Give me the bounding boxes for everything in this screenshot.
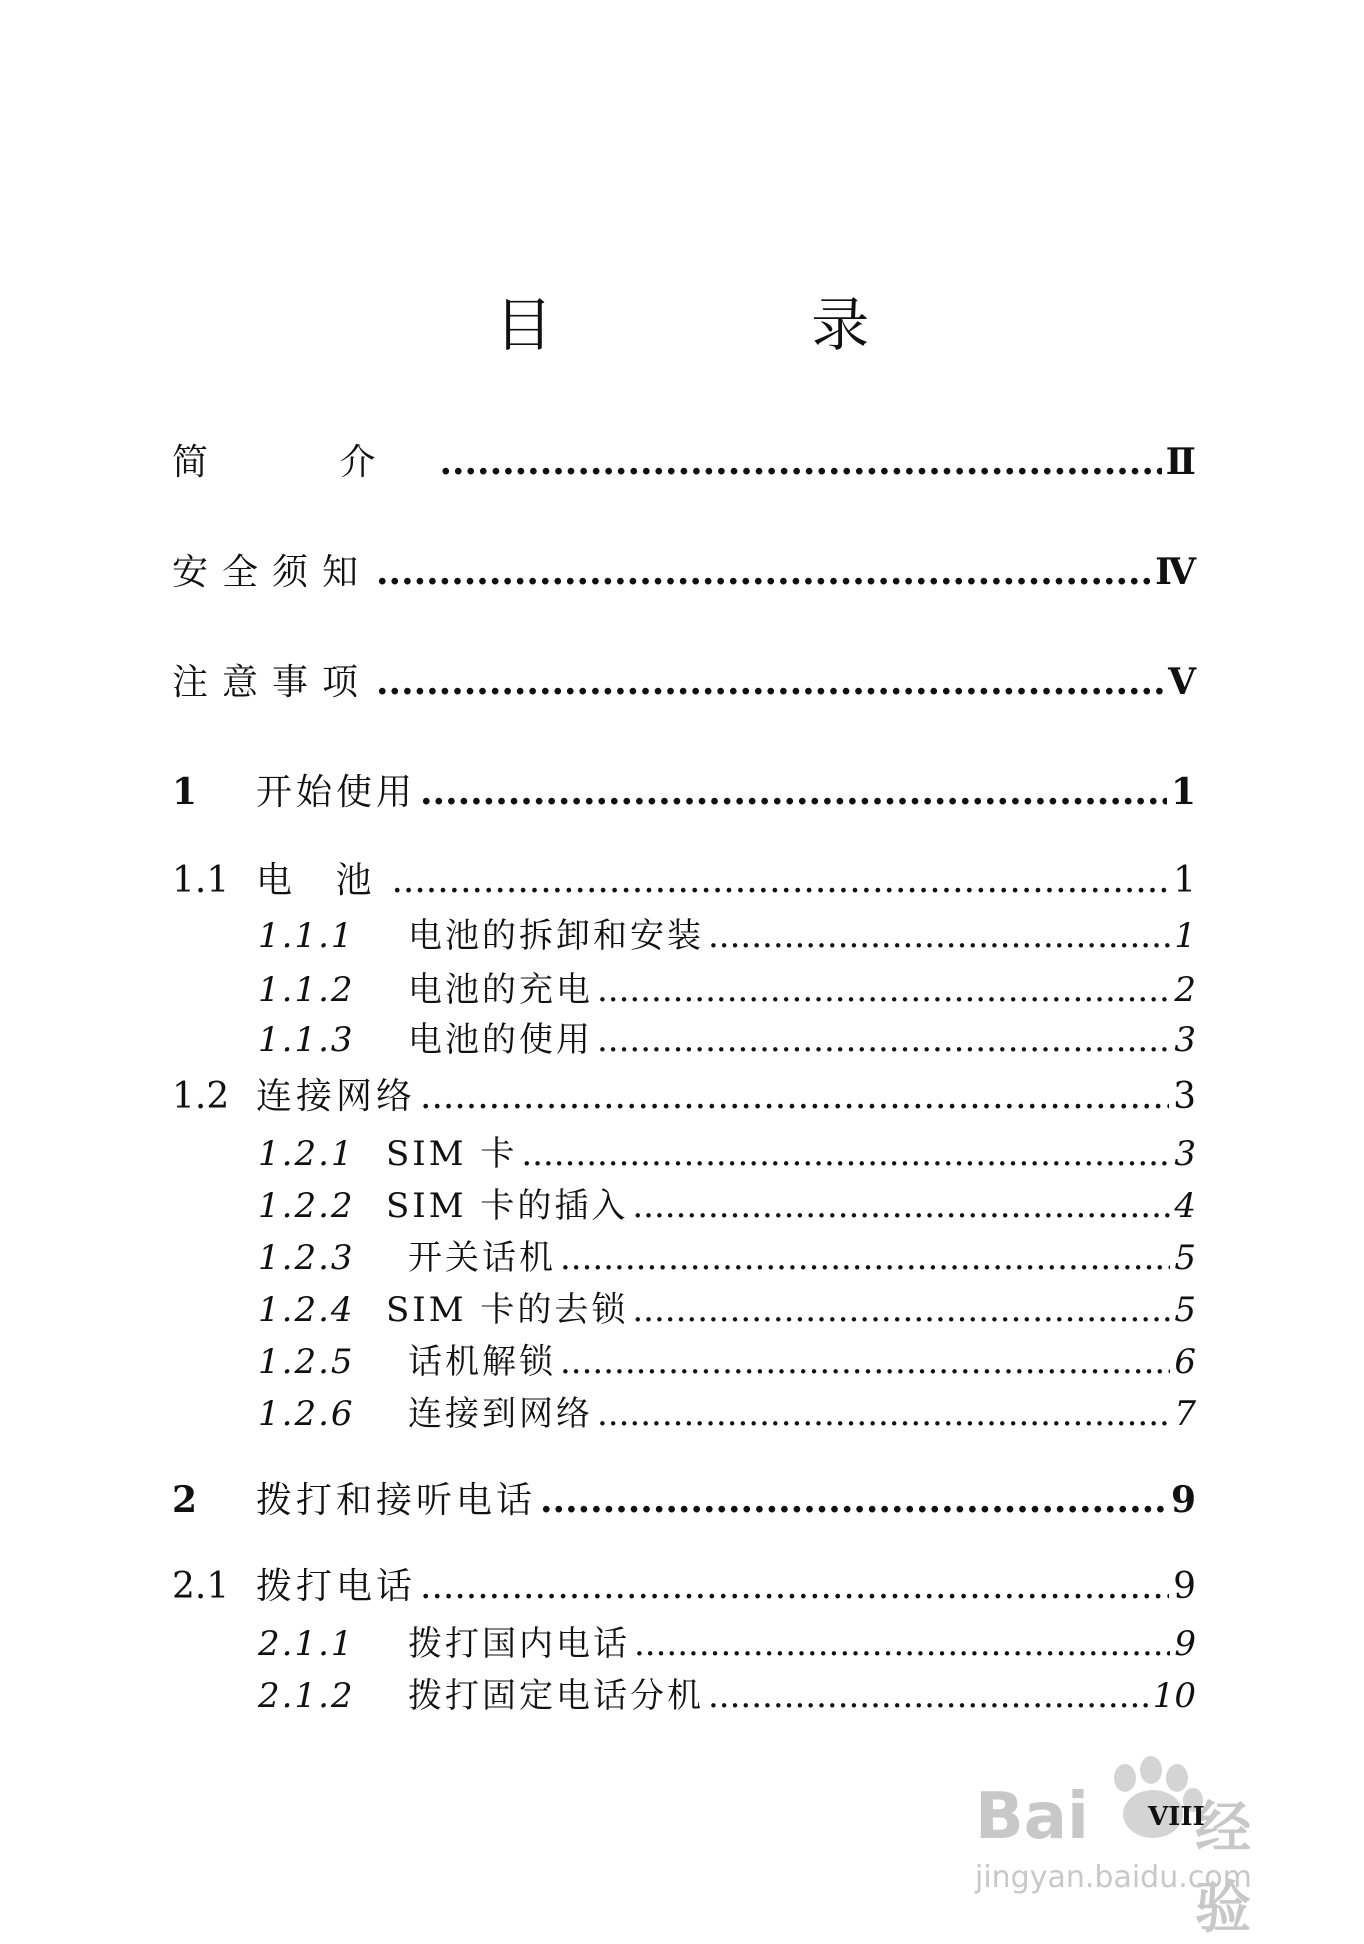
toc-entry-number: 1.1.1 bbox=[258, 916, 355, 956]
toc-entry-label: SIM 卡的插入 bbox=[386, 1186, 629, 1226]
toc-entry-chapter-2[interactable] bbox=[172, 1472, 1196, 1523]
toc-dot-leader bbox=[597, 970, 1170, 1010]
toc-entry-label: 拨打固定电话分机 bbox=[408, 1676, 704, 1716]
toc-dot-leader bbox=[708, 1676, 1149, 1716]
toc-dot-leader bbox=[708, 916, 1170, 956]
toc-entry-label: 电池的使用 bbox=[408, 1020, 593, 1060]
toc-entry-page: 9 bbox=[1173, 1566, 1196, 1607]
toc-entry-number: 1.2 bbox=[172, 1076, 230, 1117]
toc-entry-label: 电 池 bbox=[256, 860, 388, 901]
toc-entry-page: 9 bbox=[1170, 1479, 1196, 1521]
toc-entry-section-2-1[interactable] bbox=[172, 1558, 1196, 1609]
toc-entry-page: 1 bbox=[1173, 860, 1196, 901]
toc-dot-leader bbox=[521, 1134, 1170, 1174]
watermark-brand: Bai bbox=[975, 1780, 1089, 1854]
toc-entry-page: Ⅳ bbox=[1155, 551, 1196, 593]
toc-entry-page: 1 bbox=[1170, 771, 1196, 813]
toc-entry-number: 1.2.5 bbox=[258, 1342, 355, 1382]
toc-entry-label: 注意事项 bbox=[172, 662, 373, 703]
toc-entry-label: 安全须知 bbox=[172, 552, 373, 593]
toc-dot-leader bbox=[560, 1342, 1170, 1382]
toc-entry-page: 1 bbox=[1174, 916, 1196, 956]
watermark-suffix: 经验 bbox=[1195, 1796, 1251, 1941]
toc-entry-label: SIM 卡 bbox=[386, 1134, 518, 1174]
toc-entry-page: 5 bbox=[1174, 1290, 1196, 1330]
toc-entry-page: 3 bbox=[1174, 1134, 1196, 1174]
toc-entry-label: 简 介 bbox=[172, 442, 436, 483]
toc-entry-number: 2.1.2 bbox=[258, 1676, 355, 1716]
toc-entry-chapter-1[interactable] bbox=[172, 764, 1196, 815]
page-number: VIII bbox=[1148, 1802, 1205, 1832]
toc-entry-number: 1.2.4 bbox=[258, 1290, 355, 1330]
toc-entry-label: 电池的充电 bbox=[408, 970, 593, 1010]
toc-entry-number: 1.2.1 bbox=[258, 1134, 355, 1174]
baidu-jingyan-watermark bbox=[975, 1748, 1305, 1941]
toc-dot-leader bbox=[632, 1186, 1170, 1226]
toc-dot-leader bbox=[376, 551, 1151, 593]
toc-dot-leader bbox=[634, 1624, 1170, 1664]
toc-entry-label: 开关话机 bbox=[408, 1238, 556, 1278]
toc-entry-page: 7 bbox=[1174, 1394, 1196, 1434]
toc-entry-notes[interactable] bbox=[172, 654, 1196, 705]
toc-dot-leader bbox=[420, 771, 1167, 813]
toc-entry-1-1-2[interactable] bbox=[258, 962, 1196, 1011]
toc-dot-leader bbox=[439, 441, 1161, 483]
toc-entry-number: 1.1.2 bbox=[258, 970, 355, 1010]
toc-entry-safety[interactable] bbox=[172, 544, 1196, 595]
toc-entry-label: 拨打国内电话 bbox=[408, 1624, 630, 1664]
toc-entry-number: 2 bbox=[172, 1479, 198, 1521]
toc-entry-label: SIM 卡的去锁 bbox=[386, 1290, 629, 1330]
toc-entry-1-2-1[interactable] bbox=[258, 1126, 1196, 1175]
page-title: 目 录 bbox=[494, 291, 990, 359]
toc-entry-number: 1.2.2 bbox=[258, 1186, 355, 1226]
toc-entry-number: 1.2.3 bbox=[258, 1238, 355, 1278]
toc-dot-leader bbox=[376, 661, 1164, 703]
toc-entry-label: 拨打电话 bbox=[256, 1566, 417, 1607]
toc-dot-leader bbox=[597, 1020, 1170, 1060]
toc-entry-label: 话机解锁 bbox=[408, 1342, 556, 1382]
toc-dot-leader bbox=[540, 1479, 1167, 1521]
toc-entry-number: 1.2.6 bbox=[258, 1394, 355, 1434]
toc-entry-page: 2 bbox=[1174, 970, 1196, 1010]
toc-entry-page: 9 bbox=[1174, 1624, 1196, 1664]
toc-entry-page: 4 bbox=[1174, 1186, 1196, 1226]
toc-entry-section-1-1[interactable] bbox=[172, 852, 1196, 903]
toc-entry-1-2-6[interactable] bbox=[258, 1386, 1196, 1435]
toc-entry-number: 1.1.3 bbox=[258, 1020, 355, 1060]
toc-entry-section-1-2[interactable] bbox=[172, 1068, 1196, 1119]
toc-entry-label: 开始使用 bbox=[256, 772, 417, 813]
toc-entry-2-1-1[interactable] bbox=[258, 1616, 1196, 1665]
toc-entry-intro[interactable] bbox=[172, 434, 1196, 485]
toc-dot-leader bbox=[560, 1238, 1170, 1278]
toc-dot-leader bbox=[420, 1566, 1169, 1607]
toc-entry-1-1-1[interactable] bbox=[258, 908, 1196, 957]
toc-entry-label: 拨打和接听电话 bbox=[256, 1480, 537, 1521]
toc-entry-label: 电池的拆卸和安装 bbox=[408, 916, 704, 956]
toc-entry-label: 连接网络 bbox=[256, 1076, 417, 1117]
watermark-url: jingyan.baidu.com bbox=[975, 1860, 1252, 1895]
toc-entry-1-2-4[interactable] bbox=[258, 1282, 1196, 1331]
toc-entry-page: 3 bbox=[1174, 1020, 1196, 1060]
toc-entry-number: 1 bbox=[172, 771, 198, 813]
toc-entry-page: 3 bbox=[1173, 1076, 1196, 1117]
toc-entry-number: 2.1.1 bbox=[258, 1624, 355, 1664]
toc-entry-1-2-5[interactable] bbox=[258, 1334, 1196, 1383]
toc-entry-1-1-3[interactable] bbox=[258, 1012, 1196, 1061]
toc-dot-leader bbox=[597, 1394, 1170, 1434]
toc-entry-page: 5 bbox=[1174, 1238, 1196, 1278]
toc-dot-leader bbox=[632, 1290, 1170, 1330]
toc-entry-1-2-2[interactable] bbox=[258, 1178, 1196, 1227]
toc-entry-page: V bbox=[1168, 661, 1196, 703]
toc-entry-page: Ⅱ bbox=[1165, 441, 1196, 483]
toc-entry-1-2-3[interactable] bbox=[258, 1230, 1196, 1279]
toc-dot-leader bbox=[420, 1076, 1169, 1117]
toc-entry-page: 10 bbox=[1152, 1676, 1196, 1716]
toc-entry-page: 6 bbox=[1174, 1342, 1196, 1382]
toc-dot-leader bbox=[391, 860, 1169, 901]
toc-entry-2-1-2[interactable] bbox=[258, 1668, 1196, 1717]
toc-entry-number: 2.1 bbox=[172, 1566, 230, 1607]
toc-entry-number: 1.1 bbox=[172, 860, 230, 901]
toc-entry-label: 连接到网络 bbox=[408, 1394, 593, 1434]
